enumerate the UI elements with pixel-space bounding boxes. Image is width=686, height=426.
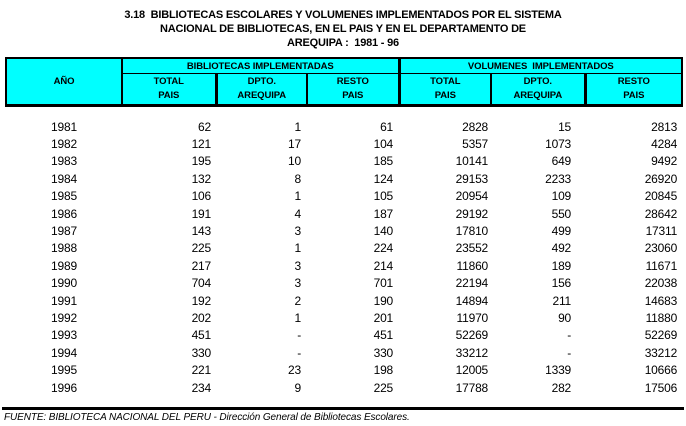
cell-vol-total-pais: 5357 (462, 137, 489, 152)
cell-bib-resto-pais: 187 (373, 206, 394, 221)
cell-vol-dpto-arequipa: - (567, 328, 572, 343)
col-header-line: RESTO (336, 76, 369, 87)
cell-vol-dpto-arequipa: 492 (551, 241, 572, 256)
col-header-line: PAIS (434, 90, 456, 101)
cell-bib-total-pais: 106 (191, 189, 211, 204)
cell-vol-total-pais: 22194 (455, 276, 489, 291)
cell-bib-resto-pais: 104 (373, 137, 394, 152)
col-header-line: RESTO (617, 76, 650, 87)
cell-vol-dpto-arequipa: 109 (551, 189, 572, 204)
cell-vol-resto-pais: 26920 (644, 171, 678, 186)
cell-vol-dpto-arequipa: - (567, 345, 572, 360)
cell-bib-resto-pais: 185 (373, 154, 394, 169)
cell-bib-total-pais: 330 (191, 345, 211, 360)
cell-bib-dpto-arequipa: 3 (294, 276, 301, 291)
col-header-line: AREQUIPA (237, 90, 287, 101)
cell-vol-resto-pais: 20845 (644, 189, 678, 204)
cell-vol-dpto-arequipa: 649 (551, 154, 572, 169)
cell-bib-dpto-arequipa: 8 (294, 171, 301, 186)
cell-bib-total-pais: 451 (191, 328, 211, 343)
cell-bib-total-pais: 62 (198, 119, 211, 134)
cell-vol-dpto-arequipa: 90 (558, 310, 572, 325)
cell-bib-total-pais: 202 (191, 310, 211, 325)
cell-year: 1990 (51, 276, 77, 291)
table-row (6, 275, 682, 292)
table-row (6, 153, 682, 170)
footer-rule (2, 407, 684, 410)
table-row (6, 240, 682, 257)
cell-bib-total-pais: 234 (191, 380, 211, 395)
cell-year: 1981 (51, 119, 77, 134)
cell-vol-total-pais: 2828 (462, 119, 489, 134)
cell-bib-dpto-arequipa: 23 (288, 363, 301, 378)
table-row (6, 135, 682, 152)
cell-bib-resto-pais: 701 (373, 276, 394, 291)
cell-vol-resto-pais: 28642 (644, 206, 678, 221)
cell-vol-total-pais: 29192 (455, 206, 489, 221)
table-row (6, 361, 682, 378)
table-header (6, 58, 682, 106)
cell-bib-dpto-arequipa: 1 (294, 310, 301, 325)
cell-vol-total-pais: 52269 (455, 328, 489, 343)
cell-vol-resto-pais: 11880 (645, 310, 678, 325)
col-header-line: TOTAL (153, 76, 184, 87)
cell-bib-total-pais: 225 (191, 241, 211, 256)
cell-vol-dpto-arequipa: 1073 (545, 137, 572, 152)
cell-bib-resto-pais: 124 (373, 171, 394, 186)
cell-bib-dpto-arequipa: 3 (294, 258, 301, 273)
cell-year: 1994 (51, 345, 77, 360)
cell-vol-resto-pais: 33212 (644, 345, 678, 360)
cell-bib-total-pais: 121 (191, 137, 211, 152)
cell-year: 1991 (51, 293, 77, 308)
col-header-bib-total-pais (122, 74, 216, 106)
cell-vol-resto-pais: 23060 (644, 241, 678, 256)
title-line-2: NACIONAL DE BIBLIOTECAS, EN EL PAIS Y EN EL DEPARTAMENTO DE (160, 23, 526, 35)
cell-vol-total-pais: 11970 (456, 310, 489, 325)
col-header-line: PAIS (342, 90, 364, 101)
cell-year: 1986 (51, 206, 77, 221)
cell-year: 1985 (51, 189, 77, 204)
cell-year: 1983 (51, 154, 77, 169)
cell-vol-resto-pais: 14683 (644, 293, 678, 308)
title-line-1: 3.18 BIBLIOTECAS ESCOLARES Y VOLUMENES IMPLEMENTADOS POR EL SISTEMA (124, 9, 562, 21)
cell-bib-total-pais: 704 (191, 276, 211, 291)
source-note: FUENTE: BIBLIOTECA NACIONAL DEL PERU - Dirección General de Bibliotecas Escolares. (4, 412, 410, 423)
table-row (6, 188, 682, 205)
cell-bib-total-pais: 221 (191, 363, 211, 378)
cell-year: 1988 (51, 241, 77, 256)
cell-bib-resto-pais: 214 (373, 258, 394, 273)
cell-year: 1982 (51, 137, 77, 152)
col-header-vol-total-pais (399, 74, 491, 106)
col-header-vol-resto-pais (585, 74, 682, 106)
cell-bib-resto-pais: 224 (373, 241, 394, 256)
cell-vol-total-pais: 14894 (455, 293, 489, 308)
cell-bib-resto-pais: 201 (373, 310, 394, 325)
cell-bib-total-pais: 132 (191, 171, 211, 186)
cell-bib-dpto-arequipa: 17 (288, 137, 301, 152)
cell-bib-total-pais: 143 (191, 224, 211, 239)
cell-vol-dpto-arequipa: 1339 (545, 363, 572, 378)
table-row (6, 344, 682, 361)
cell-bib-resto-pais: 190 (373, 293, 394, 308)
col-header-line: AREQUIPA (513, 90, 563, 101)
col-header-bib-resto-pais (307, 74, 399, 106)
col-header-vol-dpto-arequipa (491, 74, 585, 106)
col-header-line: DPTO. (247, 76, 276, 87)
table-row (6, 170, 682, 187)
cell-year: 1995 (51, 363, 77, 378)
cell-year: 1984 (51, 171, 77, 186)
table-row (6, 327, 682, 344)
cell-bib-resto-pais: 140 (373, 224, 394, 239)
col-header-line: PAIS (623, 90, 645, 101)
col-group-volumenes-implementados: VOLUMENES IMPLEMENTADOS (399, 58, 682, 74)
cell-vol-resto-pais: 2813 (651, 119, 678, 134)
cell-vol-total-pais: 23552 (455, 241, 489, 256)
col-header-ano: AÑO (6, 58, 122, 106)
col-header-bib-dpto-arequipa (216, 74, 307, 106)
cell-bib-dpto-arequipa: 10 (288, 154, 301, 169)
cell-year: 1996 (51, 380, 77, 395)
cell-vol-resto-pais: 52269 (644, 328, 678, 343)
cell-bib-resto-pais: 451 (373, 328, 394, 343)
cell-bib-dpto-arequipa: 1 (294, 119, 301, 134)
cell-bib-dpto-arequipa: 1 (294, 241, 301, 256)
cell-vol-resto-pais: 10666 (644, 363, 678, 378)
cell-year: 1992 (51, 310, 77, 325)
cell-bib-total-pais: 192 (191, 293, 211, 308)
cell-vol-dpto-arequipa: 156 (551, 276, 572, 291)
cell-vol-resto-pais: 9492 (651, 154, 678, 169)
cell-bib-resto-pais: 330 (373, 345, 394, 360)
table-row (6, 118, 682, 135)
cell-bib-resto-pais: 105 (373, 189, 394, 204)
cell-vol-total-pais: 17810 (455, 224, 489, 239)
cell-year: 1987 (51, 224, 77, 239)
cell-year: 1989 (51, 258, 77, 273)
cell-bib-resto-pais: 61 (380, 119, 394, 134)
cell-bib-dpto-arequipa: 2 (294, 293, 301, 308)
cell-vol-resto-pais: 22038 (644, 276, 678, 291)
table-row (6, 379, 682, 396)
col-header-line: DPTO. (523, 76, 552, 87)
cell-vol-resto-pais: 4284 (651, 137, 678, 152)
table-row (6, 257, 682, 274)
cell-vol-total-pais: 11860 (456, 258, 489, 273)
col-header-line: PAIS (158, 90, 180, 101)
cell-bib-dpto-arequipa: 1 (294, 189, 301, 204)
cell-vol-dpto-arequipa: 2233 (545, 171, 572, 186)
cell-bib-dpto-arequipa: 9 (294, 380, 301, 395)
cell-vol-dpto-arequipa: 15 (558, 119, 572, 134)
table-row (6, 292, 682, 309)
cell-vol-dpto-arequipa: 499 (551, 224, 572, 239)
table-row (6, 205, 682, 222)
spacer-row (6, 106, 682, 119)
cell-bib-total-pais: 217 (191, 258, 211, 273)
cell-vol-dpto-arequipa: 282 (551, 380, 572, 395)
group-header-row (6, 58, 682, 74)
table-row (6, 309, 682, 326)
cell-vol-total-pais: 29153 (455, 171, 489, 186)
cell-vol-resto-pais: 11671 (645, 258, 678, 273)
cell-vol-resto-pais: 17506 (644, 380, 678, 395)
cell-bib-dpto-arequipa: 4 (294, 206, 301, 221)
table-row (6, 222, 682, 239)
title-line-3: AREQUIPA : 1981 - 96 (287, 37, 399, 49)
table-body (6, 106, 682, 397)
cell-bib-dpto-arequipa: 3 (294, 224, 301, 239)
cell-vol-dpto-arequipa: 189 (551, 258, 572, 273)
cell-vol-dpto-arequipa: 211 (552, 293, 572, 308)
statistics-table (5, 57, 683, 396)
cell-bib-total-pais: 191 (191, 206, 211, 221)
col-group-bibliotecas-implementadas: BIBLIOTECAS IMPLEMENTADAS (122, 58, 399, 74)
cell-bib-resto-pais: 198 (373, 363, 394, 378)
cell-vol-total-pais: 10141 (455, 154, 489, 169)
cell-vol-total-pais: 12005 (455, 363, 489, 378)
cell-vol-total-pais: 33212 (455, 345, 489, 360)
cell-vol-total-pais: 17788 (455, 380, 489, 395)
cell-bib-resto-pais: 225 (373, 380, 394, 395)
cell-bib-dpto-arequipa: - (297, 328, 301, 343)
cell-vol-resto-pais: 17311 (645, 224, 678, 239)
cell-vol-dpto-arequipa: 550 (551, 206, 572, 221)
col-header-line: TOTAL (430, 76, 461, 87)
cell-bib-total-pais: 195 (191, 154, 211, 169)
cell-vol-total-pais: 20954 (455, 189, 489, 204)
cell-bib-dpto-arequipa: - (297, 345, 301, 360)
cell-year: 1993 (51, 328, 77, 343)
table-title (0, 8, 686, 50)
